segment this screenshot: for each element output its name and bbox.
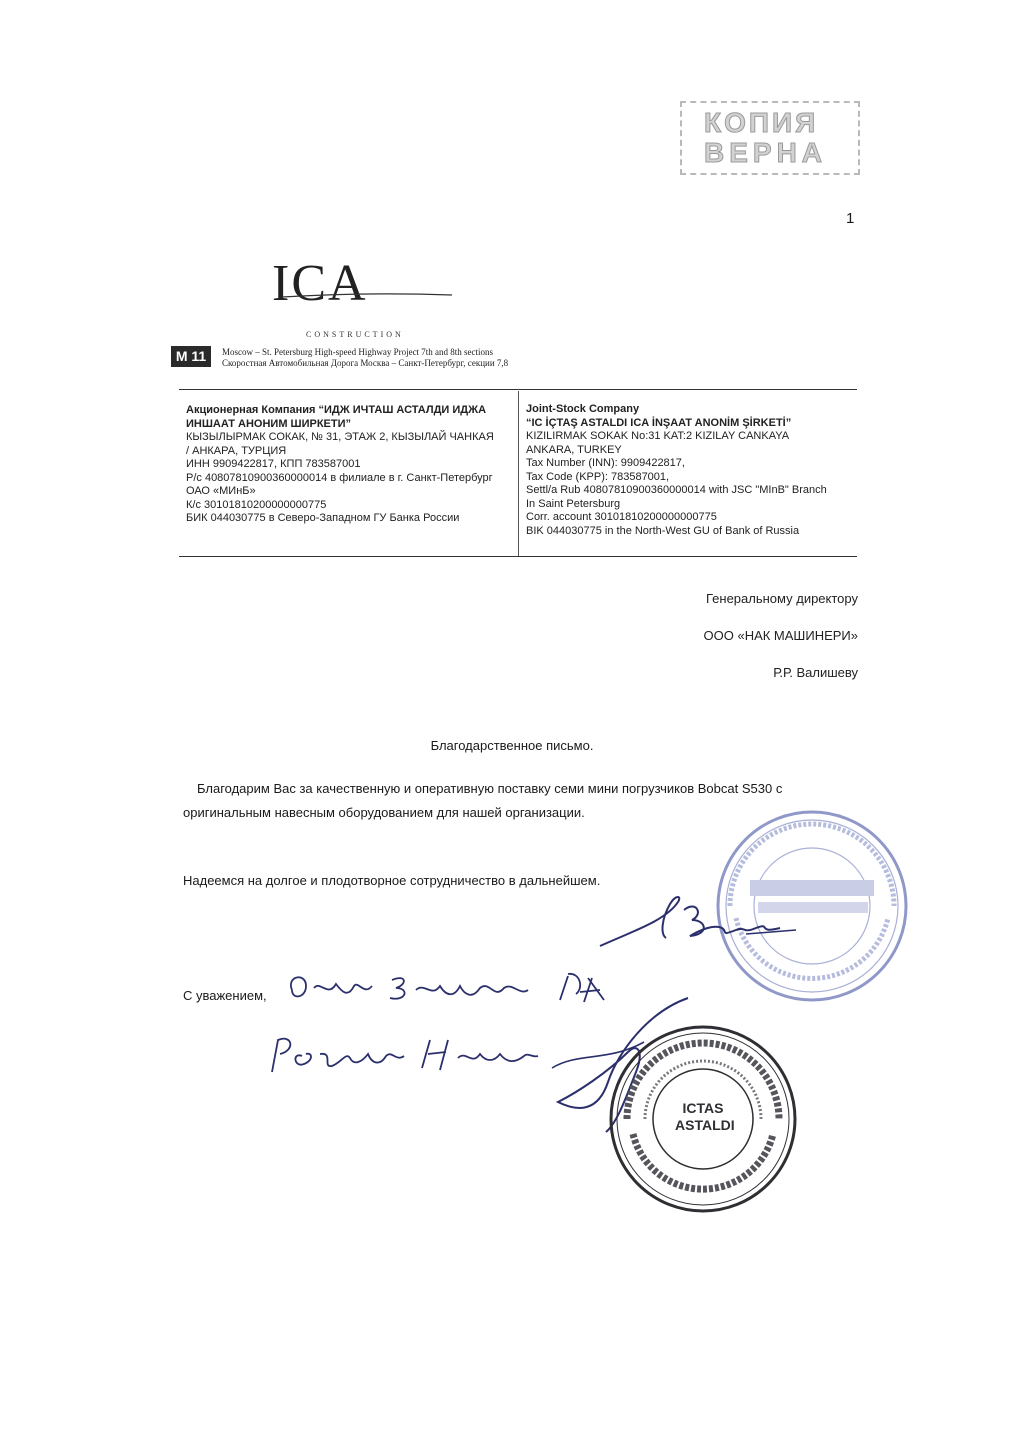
req-en-line: ANKARA, TURKEY: [526, 443, 622, 456]
handwriting-line-2-icon: [262, 1032, 542, 1082]
req-en-line: KIZILIRMAK SOKAK No:31 KAT:2 KIZILAY CANKAYA: [526, 430, 790, 442]
copy-stamp-line1: КОПИЯ: [704, 107, 819, 138]
logo-swoosh-icon: [282, 292, 452, 300]
req-en-line: “IC İÇTAŞ ASTALDI ICA İNŞAAT ANONİM ŞİRKETİ”: [526, 416, 792, 429]
letter-paragraph-1: Благодарим Вас за качественную и оперативную поставку семи мини погрузчиков Bobcat S530 с оригинальным навесным оборудованием для нашей организации.: [183, 781, 783, 820]
letter-closing: С уважением,: [183, 988, 267, 1003]
req-ru-line: Р/с 40807810900360000014 в филиале в г. Санкт-Петербург: [186, 471, 493, 484]
ictas-seal-center: [675, 1100, 735, 1134]
letter-paragraph-2: Надеемся на долгое и плодотворное сотрудничество в дальнейшем.: [183, 873, 601, 888]
addressee-name: Р.Р. Валишеву: [773, 665, 858, 680]
logo-subtitle: CONSTRUCTION: [306, 330, 404, 339]
page-number: 1: [846, 210, 855, 227]
addressee-position: Генеральному директору: [706, 591, 858, 606]
signature-top-icon: [596, 890, 806, 948]
req-ru-line: К/с 30101810200000000775: [186, 498, 327, 511]
requisites-top-rule: [179, 389, 857, 390]
req-ru-line: / АНКАРА, ТУРЦИЯ: [186, 444, 287, 457]
requisites-ru: [186, 404, 516, 526]
req-en-line: Tax Code (KPP): 783587001,: [526, 470, 670, 483]
project-description: [222, 347, 508, 369]
req-ru-line: ИНШААТ АНОНИМ ШИРКЕТИ”: [186, 417, 352, 430]
req-ru-line: ИНН 9909422817, КПП 783587001: [186, 458, 361, 470]
ictas-seal-center-line1: ICTAS: [682, 1100, 724, 1116]
req-en-line: BIK 044030775 in the North-West GU of Bank of Russia: [526, 524, 800, 537]
requisites-divider: [518, 391, 519, 556]
req-en-line: Corr. account 30101810200000000775: [526, 511, 717, 523]
copy-stamp-line2: ВЕРНА: [704, 137, 828, 168]
project-line-ru: Скоростная Автомобильная Дорога Москва – Санкт-Петербург, секции 7,8: [222, 358, 509, 368]
req-en-line: In Saint Petersburg: [526, 497, 621, 510]
m11-badge: M 11: [171, 346, 211, 367]
addressee-company: ООО «НАК МАШИНЕРИ»: [703, 628, 858, 643]
req-ru-line: КЫЗЫЛЫРМАК СОКАК, № 31, ЭТАЖ 2, КЫЗЫЛАЙ ЧАНКАЯ: [186, 431, 494, 443]
req-ru-line: ОАО «МИнБ»: [186, 485, 256, 497]
logo-mark: ICA: [272, 255, 368, 312]
req-en-line: Settl/a Rub 40807810900360000014 with JSC "MInB" Branch: [526, 484, 827, 496]
req-ru-line: БИК 044030775 в Северо-Западном ГУ Банка России: [186, 512, 460, 524]
project-line-en: Moscow – St. Petersburg High-speed Highway Project 7th and 8th sections: [222, 347, 494, 357]
ica-logo: [272, 254, 452, 349]
ictas-seal-center-line2: ASTALDI: [675, 1117, 735, 1133]
req-en-line: Tax Number (INN): 9909422817,: [526, 457, 685, 469]
req-ru-line: Акционерная Компания “ИДЖ ИЧТАШ АСТАЛДИ ИДЖА: [186, 404, 487, 416]
requisites-bottom-rule: [179, 556, 857, 557]
copy-certified-stamp: [680, 101, 860, 175]
requisites-en: [526, 403, 856, 538]
req-en-line: Joint-Stock Company: [526, 403, 640, 415]
letter-title: Благодарственное письмо.: [430, 738, 594, 753]
